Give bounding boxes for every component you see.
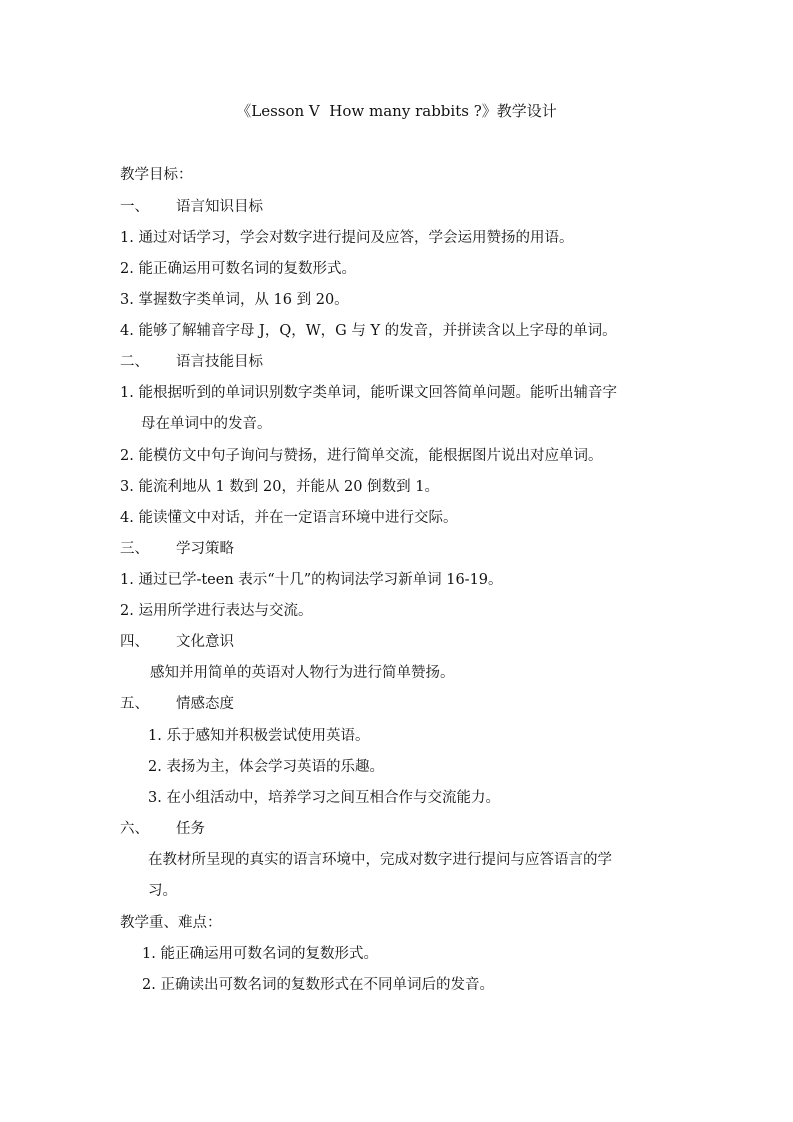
section-4-heading-row	[120, 631, 234, 653]
section-5-item-2: 2. 表扬为主，体会学习英语的乐趣。	[148, 759, 384, 775]
section-5-item-1: 1. 乐于感知并积极尝试使用英语。	[148, 728, 370, 744]
section-6-item-1: 在教材所呈现的真实的语言环境中，完成对数字进行提问与应答语言的学	[148, 852, 612, 868]
section-2-item-2: 2. 能模仿文中句子询问与赞扬，进行简单交流，能根据图片说出对应单词。	[120, 448, 603, 464]
document-title: 《Lesson V How many rabbits ?》教学设计	[236, 102, 557, 120]
objectives-heading: 教学目标：	[120, 167, 193, 183]
section-6-heading: 任务	[176, 821, 205, 837]
section-2-number: 二、	[120, 354, 149, 370]
section-1-item-3: 3. 掌握数字类单词，从 16 到 20。	[120, 292, 349, 308]
section-1-heading: 语言知识目标	[176, 199, 263, 215]
section-6-heading-row	[120, 818, 205, 840]
section-5-item-3: 3. 在小组活动中，培养学习之间互相合作与交流能力。	[148, 790, 500, 806]
section-2-item-4: 4. 能读懂文中对话，并在一定语言环境中进行交际。	[120, 510, 458, 526]
section-1-item-1: 1. 通过对话学习，学会对数字进行提问及应答，学会运用赞扬的用语。	[120, 230, 574, 246]
section-3-item-1: 1. 通过已学-teen 表示“十几”的构词法学习新单词 16-19。	[120, 572, 503, 588]
section-1-number: 一、	[120, 199, 149, 215]
key-point-2: 2. 正确读出可数名词的复数形式在不同单词后的发音。	[142, 977, 494, 993]
section-6-number: 六、	[120, 821, 149, 837]
section-4-number: 四、	[120, 634, 149, 650]
section-2-item-3: 3. 能流利地从 1 数到 20，并能从 20 倒数到 1。	[120, 479, 439, 495]
section-3-item-2: 2. 运用所学进行表达与交流。	[120, 603, 313, 619]
section-5-heading-row	[120, 693, 234, 715]
section-2-item-1-cont: 母在单词中的发音。	[141, 416, 272, 432]
section-4-heading: 文化意识	[176, 634, 234, 650]
section-5-heading: 情感态度	[176, 696, 234, 712]
section-2-heading-row	[120, 351, 263, 373]
key-point-1: 1. 能正确运用可数名词的复数形式。	[142, 946, 378, 962]
section-3-number: 三、	[120, 541, 149, 557]
section-1-item-2: 2. 能正确运用可数名词的复数形式。	[120, 261, 356, 277]
section-3-heading: 学习策略	[176, 541, 234, 557]
section-1-item-4: 4. 能够了解辅音字母 J，Q，W，G 与 Y 的发音，并拼读含以上字母的单词。	[120, 323, 617, 339]
section-2-heading: 语言技能目标	[176, 354, 263, 370]
key-points-heading: 教学重、难点：	[120, 915, 222, 931]
section-4-item-1: 感知并用简单的英语对人物行为进行简单赞扬。	[150, 665, 455, 681]
section-3-heading-row	[120, 538, 234, 560]
section-6-item-1-cont: 习。	[148, 883, 177, 899]
section-1-heading-row	[120, 196, 263, 218]
section-2-item-1: 1. 能根据听到的单词识别数字类单词，能听课文回答简单问题。能听出辅音字	[120, 385, 617, 401]
section-5-number: 五、	[120, 696, 149, 712]
